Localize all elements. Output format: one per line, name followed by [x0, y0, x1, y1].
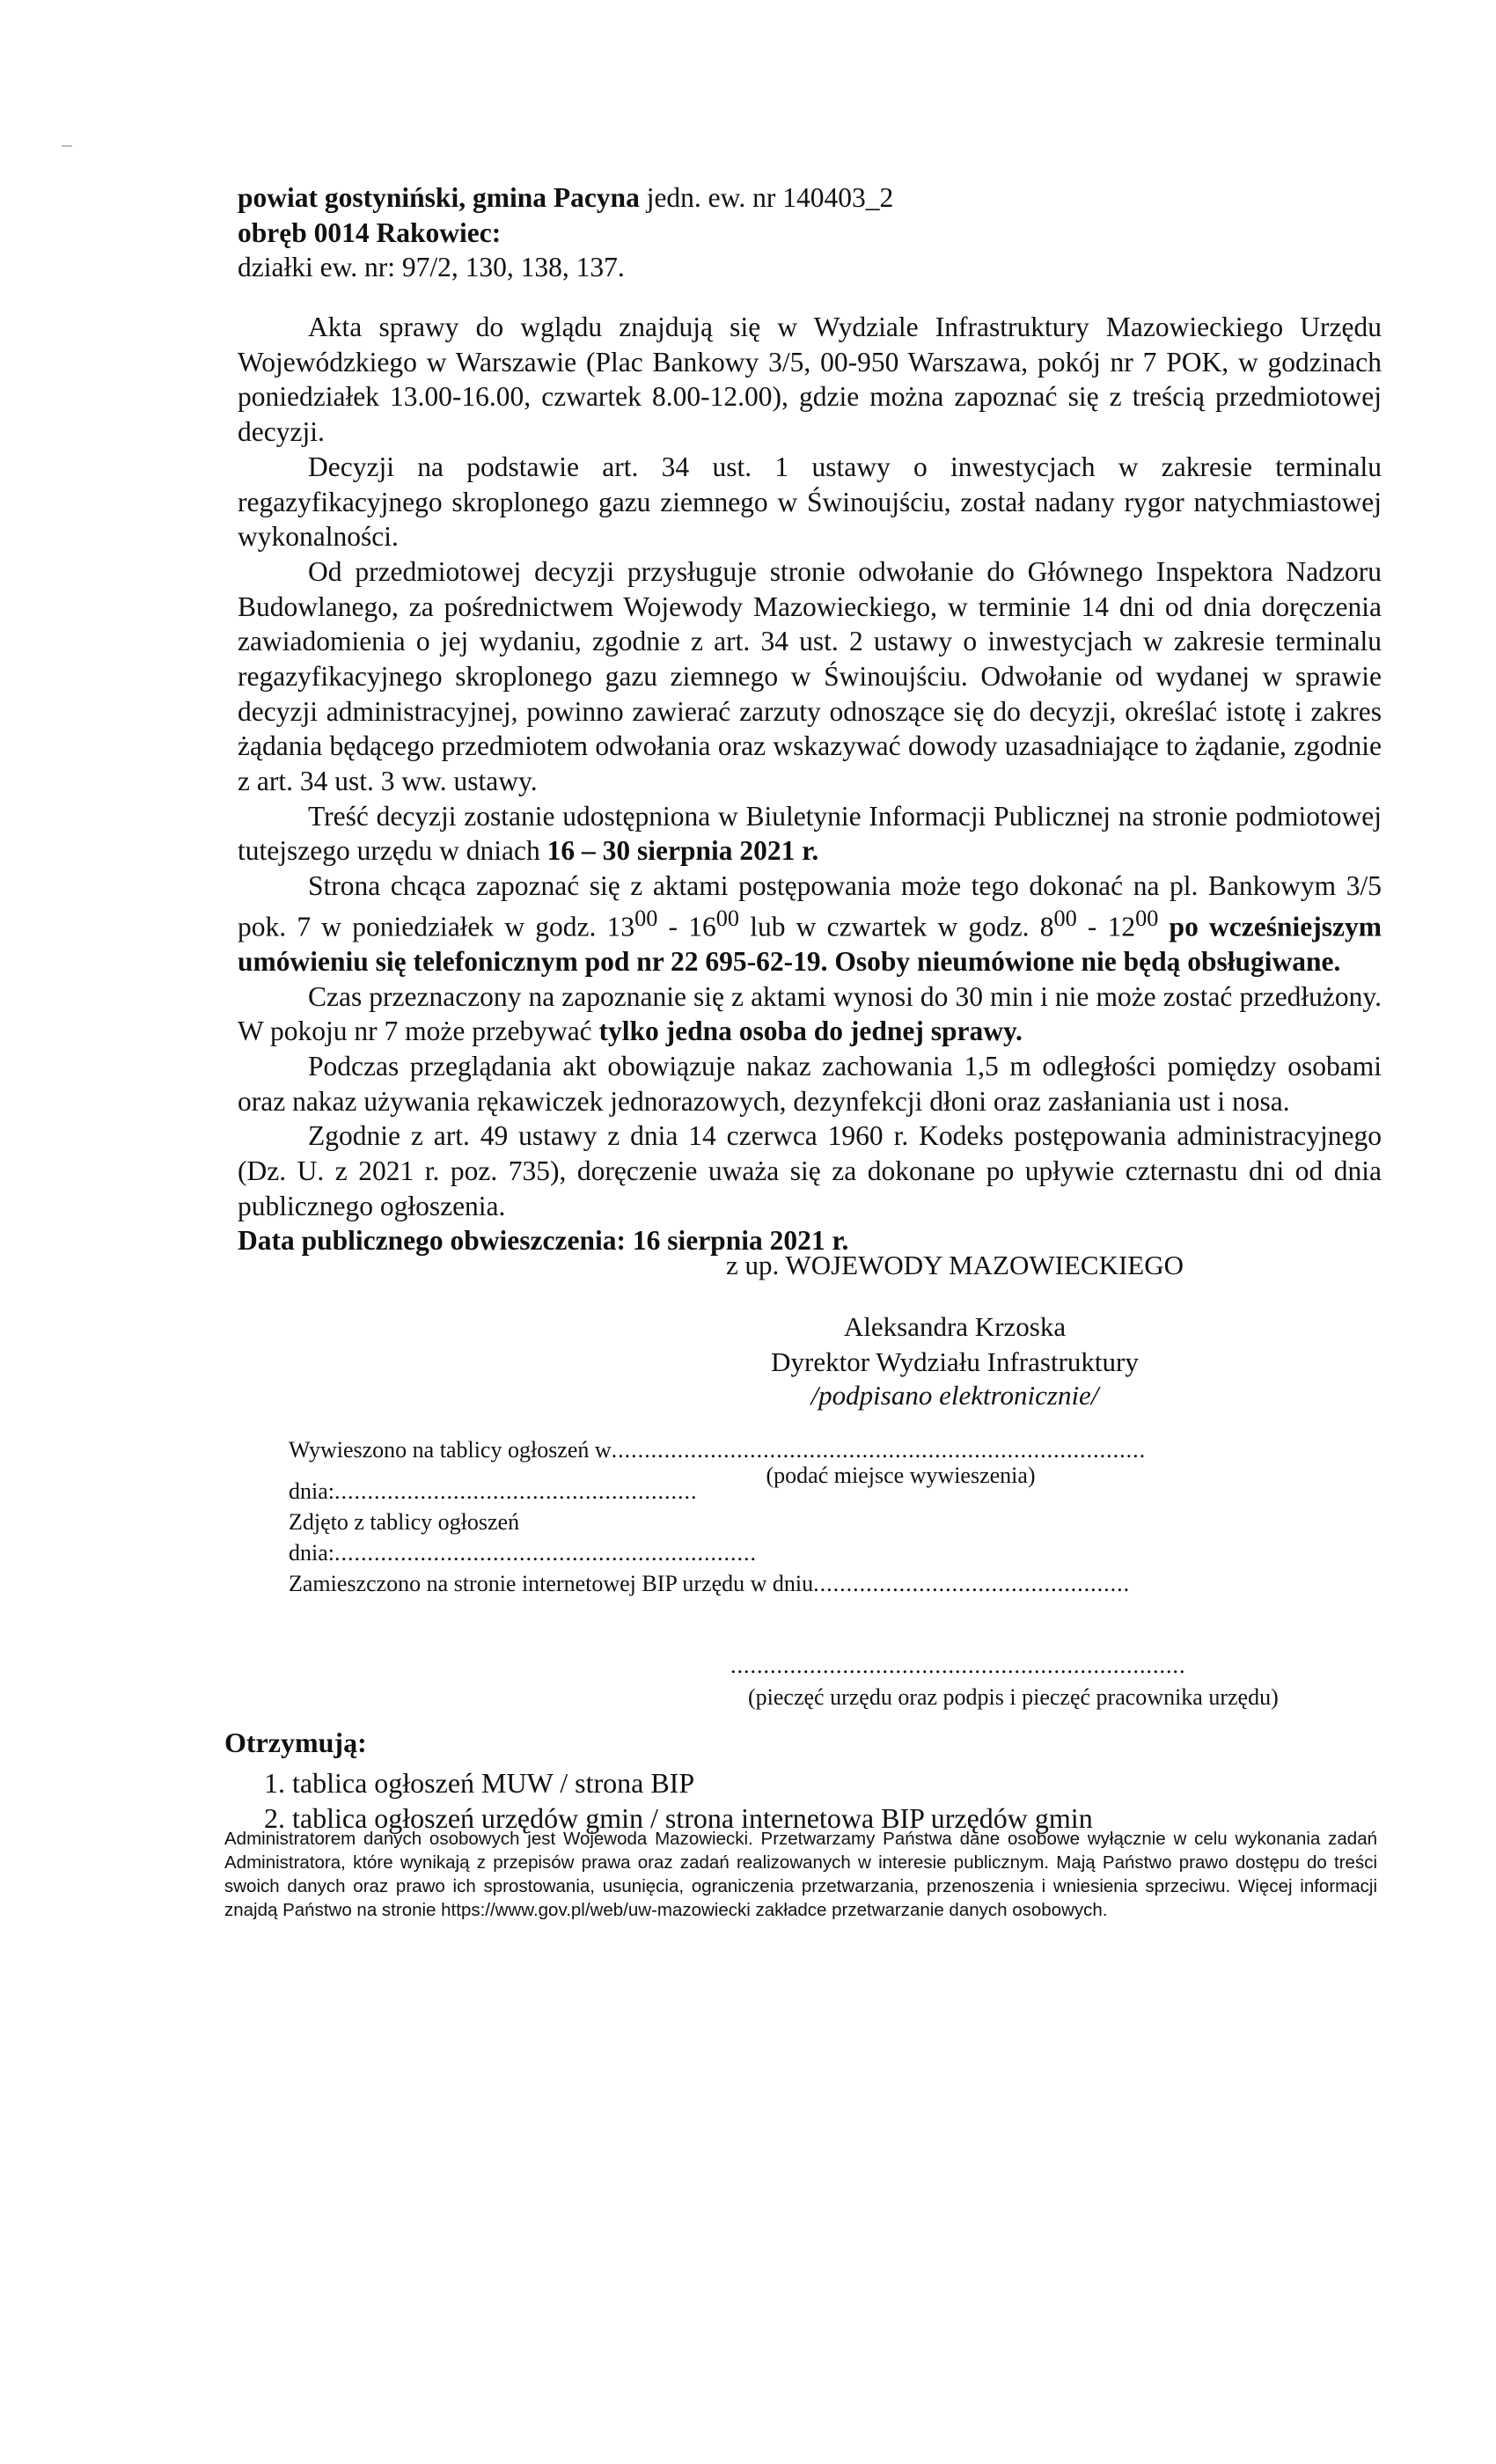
paragraph-kpa: Zgodnie z art. 49 ustawy z dnia 14 czerwca 1960 r. Kodeks postępowania administracyjnego (Dz. U. z 2021 r. poz. 735), doręczenie uważa się za dokonane po upływie czternastu dni od dnia publicznego ogłoszenia. [238, 1120, 1382, 1221]
czas-bold: tylko jedna osoba do jednej sprawy. [598, 1016, 1023, 1047]
header-line-1 [238, 180, 1382, 216]
strona-bold: po wcześniejszym umówieniu się telefonicznym pod nr 22 695-62-19. Osoby nieumówione nie będą obsługiwane. [238, 911, 1382, 977]
czas-text: Czas przeznaczony na zapoznanie się z aktami wynosi do 30 min i nie może zostać przedłużony. W pokoju nr 7 może przebywać [238, 980, 1382, 1047]
posting-dnia1 [289, 1476, 698, 1507]
posting-section [289, 1434, 1169, 1599]
scan-mark [62, 145, 72, 147]
time-12: 12 [1107, 911, 1136, 942]
posting-dnia2 [289, 1537, 1169, 1568]
paragraph-strona [238, 869, 1382, 979]
document-body [238, 180, 1382, 1258]
dnia2-label: dnia: [289, 1540, 334, 1566]
time-sup: 00 [1135, 905, 1159, 931]
privacy-notice: Administratorem danych osobowych jest Wojewoda Mazowiecki. Przetwarzamy Państwa dane osobowe wyłącznie w celu wykonania zadań Administratora, które wynikają z przepisów prawa oraz zadań realizowanych w interesie publicznym. Mają Państwo prawo dostępu do treści swoich danych oraz prawo ich sprostowania, usunięcia, ograniczenia przetwarzania, przenoszenia i wniesienia sprzeciwu. Więcej informacji znajdą Państwo na stronie https://www.gov.pl/web/uw-mazowiecki zakładce przetwarzanie danych osobowych. [224, 1829, 1377, 1921]
paragraph-covid: Podczas przeglądania akt obowiązuje nakaz zachowania 1,5 m odległości pomiędzy osobami oraz nakaz używania rękawiczek jednorazowych, dezynfekcji dłoni oraz zasłaniania ust i nosa. [238, 1051, 1382, 1117]
recipients-heading: Otrzymują: [224, 1727, 367, 1758]
header-line-2: obręb 0014 Rakowiec: [238, 216, 502, 248]
time-16: 16 [688, 911, 716, 942]
paragraph-bip [238, 799, 1382, 869]
paragraph-akta: Akta sprawy do wglądu znajdują się w Wydziale Infrastruktury Mazowieckiego Urzędu Wojewódzkiego w Warszawie (Plac Bankowy 3/5, 00-950 Warszawa, pokój nr 7 POK, w godzinach poniedziałek 13.00-16.00, czwartek 8.00-12.00), gdzie można zapoznać się z treścią przedmiotowej decyzji. [238, 312, 1382, 448]
wywieszono-dots: ................................................................................. [611, 1437, 1147, 1463]
dnia1-dots: ....................................................... [334, 1478, 698, 1505]
recipients [224, 1725, 1386, 1836]
place-hint: (podać miejsce wywieszenia) [766, 1463, 1036, 1489]
bip-label: Zamieszczono na stronie internetowej BIP urzędu w dniu [289, 1571, 814, 1597]
wywieszono-label: Wywieszono na tablicy ogłoszeń w [289, 1437, 612, 1463]
stamp-dots: ..................................................................... [730, 1653, 1186, 1678]
header-bold: powiat gostyniński, gmina Pacyna [238, 182, 640, 213]
posting-wywieszono [289, 1434, 1169, 1465]
posting-dnia-row [289, 1465, 1169, 1507]
posting-bip [289, 1568, 1169, 1599]
paragraph-odwolanie: Od przedmiotowej decyzji przysługuje stronie odwołanie do Głównego Inspektora Nadzoru Budowlanego, za pośrednictwem Wojewody Mazowieckiego, w terminie 14 dni od dnia doręczenia zawiadomienia o jej wydaniu, zgodnie z art. 34 ust. 2 ustawy o inwestycjach w zakresie terminalu regazyfikacyjnego skroplonego gazu ziemnego w Świnoujściu. Odwołanie od wydanej w sprawie decyzji administracyjnej, powinno zawierać zarzuty odnoszące się do decyzji, określać istotę i zakres żądania będącego przedmiotem odwołania oraz wskazywać dowody uzasadniające to żądanie, zgodnie z art. 34 ust. 3 ww. ustawy. [238, 555, 1382, 796]
strona-mid: lub w czwartek w godz. [739, 911, 1040, 942]
dnia2-dots: ................................................................ [334, 1540, 757, 1566]
header-line-3: działki ew. nr: 97/2, 130, 138, 137. [238, 252, 625, 283]
publication-date: Data publicznego obwieszczenia: 16 sierpnia 2021 r. [238, 1225, 849, 1257]
signature-authority: z up. WOJEWODY MAZOWIECKIEGO [725, 1250, 1184, 1280]
time-sup: 00 [1053, 905, 1077, 931]
time-sup: 00 [715, 905, 739, 931]
dash: - [1076, 911, 1108, 942]
stamp-caption: (pieczęć urzędu oraz podpis i pieczęć pracownika urzędu) [748, 1684, 1279, 1710]
signature-title: Dyrektor Wydziału Infrastruktury [771, 1346, 1139, 1377]
dnia1-label: dnia: [289, 1478, 334, 1505]
bip-dots: ................................................ [813, 1571, 1131, 1597]
time-8: 8 [1039, 911, 1054, 942]
paragraph-rygor: Decyzji na podstawie art. 34 ust. 1 ustawy o inwestycjach w zakresie terminalu regazyfikacyjnego skroplonego gazu ziemnego w Świnoujściu, został nadany rygor natychmiastowej wykonalności. [238, 451, 1382, 553]
signature-name: Aleksandra Krzoska [843, 1311, 1067, 1342]
posting-zdjeto: Zdjęto z tablicy ogłoszeń [289, 1509, 520, 1536]
recipient-item: 2. tablica ogłoszeń urzędów gmin / strona internetowa BIP urzędów gmin [264, 1802, 1093, 1834]
time-sup: 00 [634, 905, 658, 931]
recipient-item: 1. tablica ogłoszeń MUW / strona BIP [264, 1767, 695, 1799]
recipients-list [224, 1765, 1386, 1836]
time-13: 13 [606, 911, 635, 942]
bip-dates: 16 – 30 sierpnia 2021 r. [546, 835, 819, 867]
signature-electronic: /podpisano elektronicznie/ [810, 1380, 1099, 1411]
header-rest: jedn. ew. nr 140403_2 [639, 182, 894, 213]
strona-text: Strona chcąca zapoznać się z aktami postępowania może tego dokonać na pl. Bankowym 3/5 pok. 7 w poniedziałek w godz. [238, 870, 1382, 942]
paragraph-czas [238, 979, 1382, 1049]
dash: - [657, 911, 689, 942]
bip-text: Treść decyzji zostanie udostępniona w Biuletynie Informacji Publicznej na stronie podmiotowej tutejszego urzędu w dniach [238, 800, 1382, 867]
